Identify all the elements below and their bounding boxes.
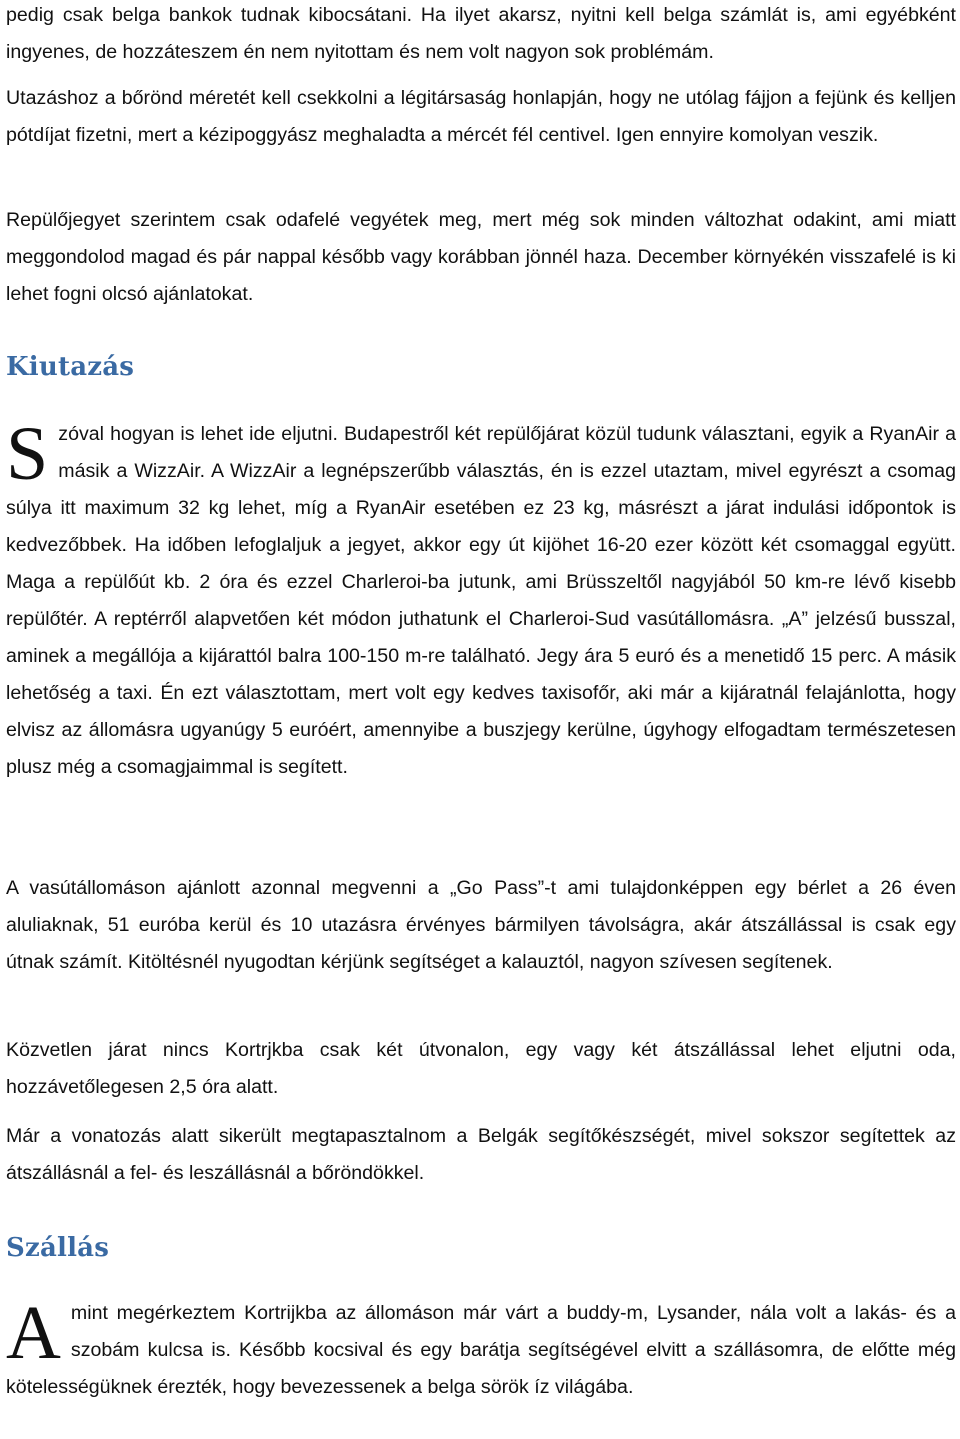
paragraph-luggage	[6, 80, 956, 154]
dropcap: A	[6, 1291, 61, 1375]
paragraph-bank	[6, 0, 956, 71]
paragraph-train	[6, 1118, 956, 1192]
dropcap: S	[6, 412, 49, 496]
section-szallas-lead	[6, 1291, 956, 1406]
heading-szallas: Szállás	[6, 1233, 110, 1263]
paragraph-gopass	[6, 870, 956, 981]
lead-text: mint megérkeztem Kortrijkba az állomáson már várt a buddy-m, Lysander, nála volt a lakás- és a szobám kulcsa is. Később kocsival és egy barátja segítségével elvitt a szállásomra, de előtte még kötelességüknek érezték, hogy bevezessenek a belga sörök íz világába.	[6, 1302, 956, 1398]
section-kiutazas-lead	[6, 412, 956, 786]
paragraph-text	[6, 412, 956, 786]
paragraph-text: Utazáshoz a bőrönd méretét kell csekkolni a légitársaság honlapján, hogy ne utólag fájjon a fejünk és kelljen pótdíjat fizetni, mert a kézipoggyász meghaladta a mércét fél centivel. Igen ennyire komolyan veszik.	[6, 87, 956, 146]
lead-text: zóval hogyan is lehet ide eljutni. Budapestről két repülőjárat közül tudunk választani, egyik a RyanAir a másik a WizzAir. A WizzAir a legnépszerűbb választás, én is ezzel utaztam, mivel egyrészt a csomag súlya itt maximum 32 kg lehet, míg a RyanAir esetében ez 23 kg, másrészt a járat indulási időpontok is kedvezőbbek. Ha időben lefoglaljuk a jegyet, akkor egy út kijöhet 16-20 ezer között két csomaggal együtt. Maga a repülőút kb. 2 óra és ezzel Charleroi-ba jutunk, ami Brüsszeltől nagyjából 50 km-re lévő kisebb repülőtér. A reptérről alapvetően két módon juthatunk el Charleroi-Sud vasútállomásra. „A” jelzésű busszal, aminek a megállója a kijárattól balra 100-150 m-re található. Jegy ára 5 euró és a menetidő 15 perc. A másik lehetőség a taxi. Én ezt választottam, mert volt egy kedves taxisofőr, aki már a kijáratnál felajánlotta, hogy elvisz az állomásra ugyanúgy 5 euróért, amennyibe a buszjegy kerülne, úgyhogy elfogadtam természetesen plusz még a csomagjaimmal is segített.	[6, 423, 956, 778]
paragraph-direct-route	[6, 1032, 956, 1106]
paragraph-text: A vasútállomáson ajánlott azonnal megvenni a „Go Pass”-t ami tulajdonképpen egy bérlet a 26 éven aluliaknak, 51 euróba kerül és 10 utazásra érvényes bármilyen távolságra, akár átszállással is csak egy útnak számít. Kitöltésnél nyugodtan kérjünk segítséget a kalauztól, nagyon szívesen segítenek.	[6, 877, 956, 973]
paragraph-text: pedig csak belga bankok tudnak kibocsátani. Ha ilyet akarsz, nyitni kell belga számlát is, ami egyébként ingyenes, de hozzáteszem én nem nyitottam és nem volt nagyon sok problémám.	[6, 4, 956, 63]
paragraph-text	[6, 1291, 956, 1406]
paragraph-text: Repülőjegyet szerintem csak odafelé vegyétek meg, mert még sok minden változhat odakint, ami miatt meggondolod magad és pár nappal később vagy korábban jönnél haza. December környékén visszafelé is ki lehet fogni olcsó ajánlatokat.	[6, 209, 956, 305]
paragraph-ticket	[6, 202, 956, 313]
paragraph-text: Közvetlen járat nincs Kortrjkba csak két útvonalon, egy vagy két átszállással lehet eljutni oda, hozzávetőlegesen 2,5 óra alatt.	[6, 1039, 956, 1098]
paragraph-text: Már a vonatozás alatt sikerült megtapasztalnom a Belgák segítőkészségét, mivel sokszor segítettek az átszállásnál a fel- és leszállásnál a bőröndökkel.	[6, 1125, 956, 1184]
heading-kiutazas: Kiutazás	[6, 352, 135, 382]
